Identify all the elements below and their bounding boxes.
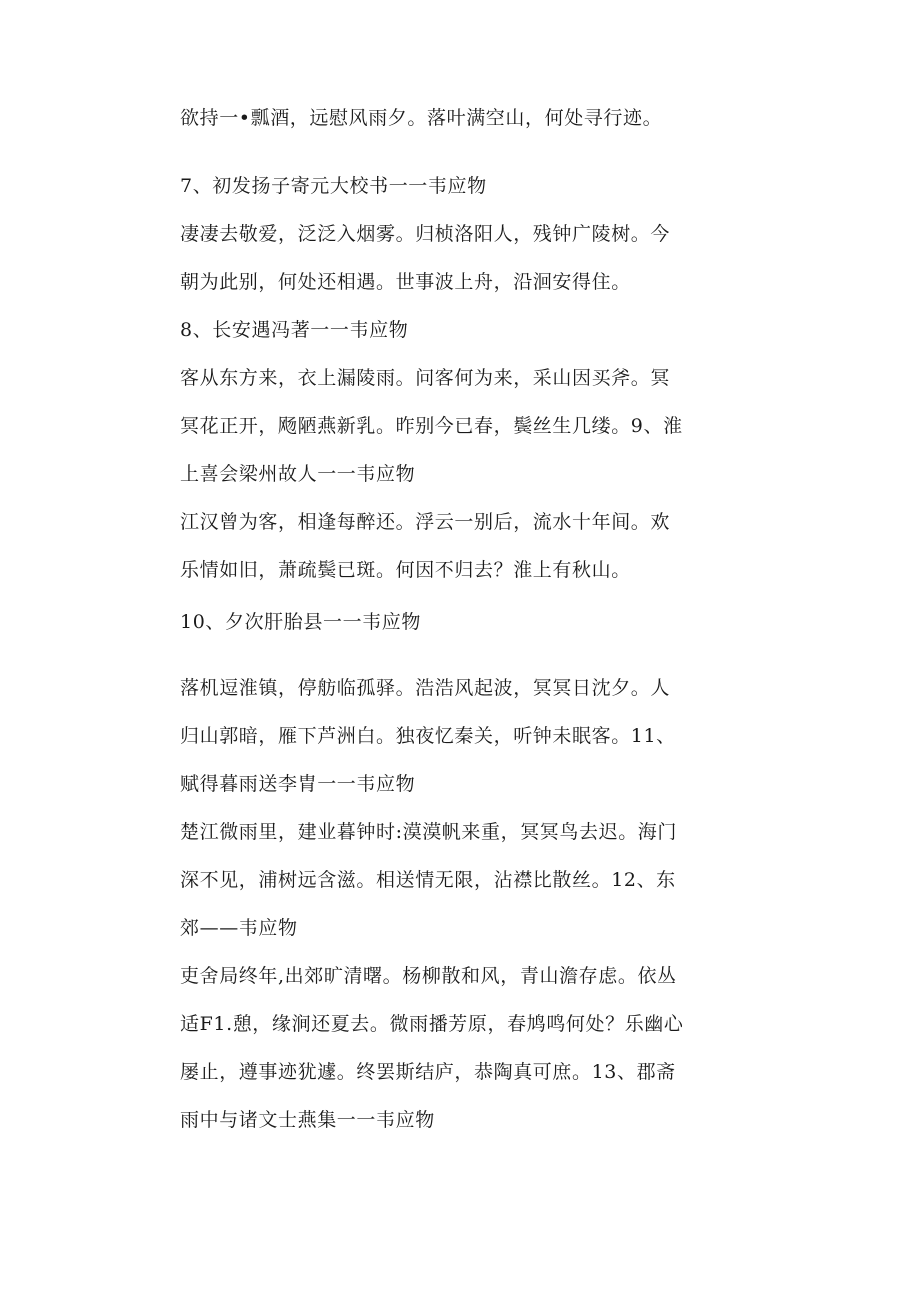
poem-heading: 7、初发扬子寄元大校书一一韦应物	[180, 175, 487, 197]
poem-line: 赋得暮雨送李胄一一韦应物	[180, 773, 416, 795]
poem-heading: 8、长安遇冯著一一韦应物	[180, 319, 409, 341]
poem-line: 落机逗淮镇，停舫临孤驿。浩浩风起波，冥冥日沈夕。人	[180, 677, 671, 699]
poem-line: 深不见，浦树远含滋。相送情无限，沾襟比散丝。12、东	[180, 869, 676, 891]
poem-line: 乐情如旧，萧疏鬓已斑。何因不归去？淮上有秋山。	[180, 559, 631, 581]
poem-line: 屡止，遵事迹犹遽。终罢斯结庐，恭陶真可庶。13、郡斋	[180, 1061, 676, 1083]
poem-line: 归山郭暗，雁下芦洲白。独夜忆秦关，听钟未眠客。11、	[180, 725, 676, 747]
poem-line: 客从东方来，衣上漏陵雨。问客何为来，采山因买斧。冥	[180, 367, 671, 389]
poem-line: 适F1.憩，缘涧还夏去。微雨播芳原，春鸠鸣何处？乐幽心	[180, 1013, 684, 1035]
poem-line: 朝为此别，何处还相遇。世事波上舟，沿洄安得住。	[180, 271, 631, 293]
poem-line: 江汉曾为客，相逢每醉还。浮云一别后，流水十年间。欢	[180, 511, 671, 533]
poem-line: 楚江微雨里，建业暮钟时:漠漠帆来重，冥冥鸟去迟。海门	[180, 821, 678, 843]
poem-line: 上喜会梁州故人一一韦应物	[180, 463, 416, 485]
poem-heading: 10、夕次肝胎县一一韦应物	[180, 611, 421, 633]
poem-line: 冥花正开，飏陋燕新乳。昨别今已春，鬓丝生几缕。9、淮	[180, 415, 683, 437]
poem-line: 凄凄去敬爱，泛泛入烟雾。归桢洛阳人，残钟广陵树。今	[180, 223, 671, 245]
poem-line: 郊——韦应物	[180, 917, 298, 939]
poem-line: 吏舍局终年,出郊旷清曙。杨柳散和风，青山澹存虑。依丛	[180, 965, 677, 987]
poem-line: 欲持一•瓢酒，远慰风雨夕。落叶满空山，何处寻行迹。	[180, 107, 663, 129]
poem-line: 雨中与诸文士燕集一一韦应物	[180, 1109, 435, 1131]
